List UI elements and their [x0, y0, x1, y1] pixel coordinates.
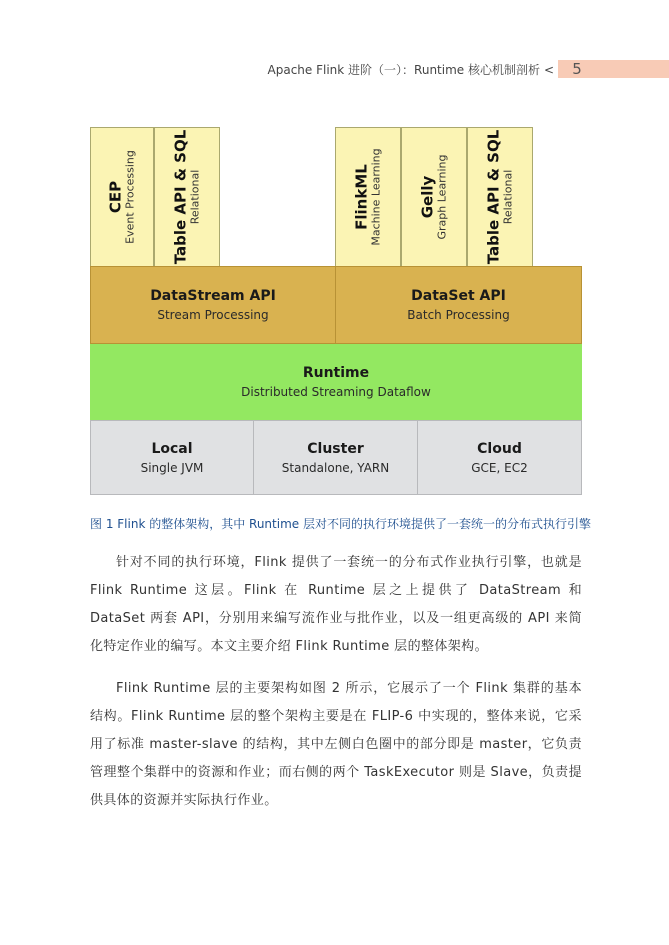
api-subtitle: Stream Processing: [157, 308, 269, 322]
library-gelly: [401, 127, 467, 267]
library-title: CEP: [106, 180, 125, 214]
library-title: Table API & SQL: [171, 129, 190, 265]
deploy-title: Local: [151, 440, 193, 457]
page-number: 5: [572, 60, 582, 78]
runtime-subtitle: Distributed Streaming Dataflow: [241, 385, 431, 399]
library-subtitle: Graph Learning: [435, 154, 449, 240]
deploy-local-box: [90, 420, 254, 495]
header-title: Apache Flink 进阶（一）：Runtime 核心机制剖析: [267, 63, 540, 77]
body-paragraph: 针对不同的执行环境，Flink 提供了一套统一的分布式作业执行引擎，也就是 Flink Runtime 这层。Flink 在 Runtime 层之上提供了 DataStream 和 DataSet 两套 API，分别用来编写流作业与批作业，以及一组更高级的 API 来简化特定作业的编写。本文主要介绍 Flink Runtime 层的整体架构。: [90, 555, 582, 654]
runtime-box: [90, 344, 582, 420]
library-subtitle: Event Processing: [123, 150, 137, 244]
dataset-api-box: [335, 266, 582, 344]
deploy-subtitle: Standalone, YARN: [281, 460, 390, 475]
deploy-cluster-box: [253, 420, 418, 495]
body-paragraph: Flink Runtime 层的主要架构如图 2 所示，它展示了一个 Flink 集群的基本结构。Flink Runtime 层的整个架构主要是在 FLIP-6 中实现的，整体来说，它采用了标准 master-slave 的结构，其中左侧白色圈中的部分即是 master，它负责管理整个集群中的资源和作业；而右侧的两个 TaskExecutor 则是 Slave，负责提供具体的资源并实际执行作业。: [90, 681, 582, 808]
flink-architecture-diagram: [90, 127, 582, 495]
datastream-api-box: [90, 266, 336, 344]
api-subtitle: Batch Processing: [407, 308, 510, 322]
runtime-title: Runtime: [302, 365, 370, 381]
library-subtitle: Relational: [501, 169, 515, 225]
back-chevron-icon[interactable]: <: [543, 63, 555, 77]
library-flinkml: [335, 127, 401, 267]
library-subtitle: Machine Learning: [369, 148, 383, 246]
library-title: Table API & SQL: [484, 129, 503, 265]
library-table-api-left: [154, 127, 220, 267]
deploy-cloud-box: [417, 420, 582, 495]
library-subtitle: Relational: [188, 169, 202, 225]
deploy-title: Cluster: [307, 440, 364, 457]
deploy-title: Cloud: [477, 440, 522, 457]
api-title: DataStream API: [150, 288, 276, 304]
library-title: Gelly: [418, 175, 437, 219]
library-table-api-right: [467, 127, 533, 267]
deploy-subtitle: GCE, EC2: [471, 460, 528, 475]
deploy-subtitle: Single JVM: [140, 460, 204, 475]
library-title: FlinkML: [352, 164, 371, 230]
figure-caption: 图 1 Flink 的整体架构，其中 Runtime 层对不同的执行环境提供了一套统一的分布式执行引擎: [90, 517, 591, 531]
library-cep: [90, 127, 154, 267]
api-title: DataSet API: [411, 288, 506, 304]
